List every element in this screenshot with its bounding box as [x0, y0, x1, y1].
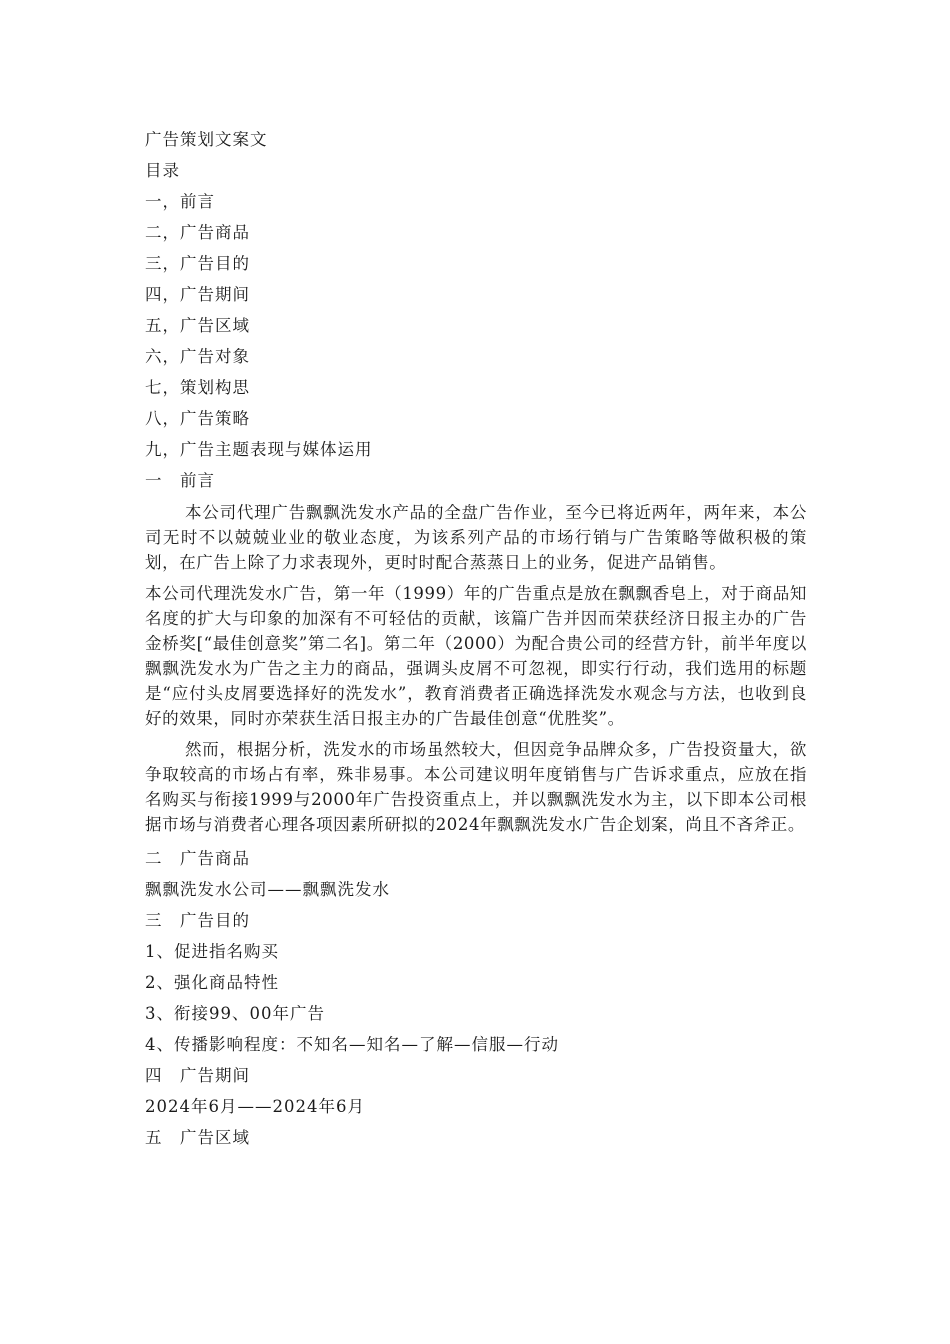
period-text: 2024年6月——2024年6月	[145, 1097, 365, 1116]
toc-item: 五，广告区域	[145, 316, 250, 335]
section-heading-preface: 一 前言	[145, 471, 215, 490]
purpose-item: 2、强化商品特性	[145, 973, 279, 992]
toc-item: 二，广告商品	[145, 223, 250, 242]
section-heading-product: 二 广告商品	[145, 849, 250, 868]
toc-item: 四，广告期间	[145, 285, 250, 304]
document-body	[145, 124, 807, 1153]
toc-item: 六，广告对象	[145, 347, 250, 366]
toc-item: 一，前言	[145, 192, 215, 211]
product-text: 飘飘洗发水公司——飘飘洗发水	[145, 880, 390, 899]
purpose-item: 1、促进指名购买	[145, 942, 279, 961]
toc-item: 三，广告目的	[145, 254, 250, 273]
preface-paragraph-2: 本公司代理洗发水广告，第一年（1999）年的广告重点是放在飘飘香皂上，对于商品知名度的扩大与印象的加深有不可轻估的贡献，该篇广告并因而荣获经济日报主办的广告金桥奖[“最佳创意奖”第二名]。第二年（2000）为配合贵公司的经营方针，前半年度以飘飘洗发水为广告之主力的商品，强调头皮屑不可忽视，即实行行动，我们选用的标题是“应付头皮屑要选择好的洗发水”，教育消费者正确选择洗发水观念与方法，也收到良好的效果，同时亦荣获生活日报主办的广告最佳创意“优胜奖”。	[145, 584, 807, 728]
purpose-item: 4、传播影响程度：不知名—知名—了解—信服—行动	[145, 1035, 559, 1054]
toc-item: 八，广告策略	[145, 409, 250, 428]
document-title: 广告策划文案文	[145, 130, 268, 149]
purpose-item: 3、衔接99、00年广告	[145, 1004, 325, 1023]
preface-paragraph-1: 本公司代理广告飘飘洗发水产品的全盘广告作业，至今已将近两年，两年来，本公司无时不以兢兢业业的敬业态度，为该系列产品的市场行销与广告策略等做积极的策划，在广告上除了力求表现外，更时时配合蒸蒸日上的业务，促进产品销售。	[145, 503, 807, 572]
section-heading-region: 五 广告区域	[145, 1128, 250, 1147]
section-heading-purpose: 三 广告目的	[145, 911, 250, 930]
toc-item: 七，策划构思	[145, 378, 250, 397]
toc-heading: 目录	[145, 161, 180, 180]
section-heading-period: 四 广告期间	[145, 1066, 250, 1085]
toc-item: 九，广告主题表现与媒体运用	[145, 440, 373, 459]
preface-paragraph-3: 然而，根据分析，洗发水的市场虽然较大，但因竞争品牌众多，广告投资量大，欲争取较高的市场占有率，殊非易事。本公司建议明年度销售与广告诉求重点，应放在指名购买与衔接1999与2000年广告投资重点上，并以飘飘洗发水为主，以下即本公司根据市场与消费者心理各项因素所研拟的2024年飘飘洗发水广告企划案，尚且不吝斧正。	[145, 740, 807, 834]
